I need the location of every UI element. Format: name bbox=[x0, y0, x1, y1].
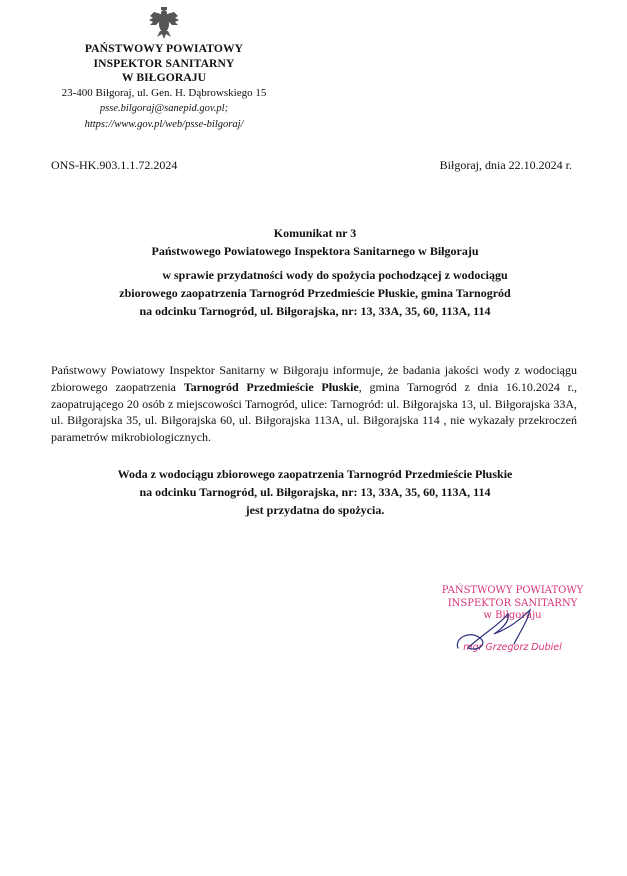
subject-line-3: na odcinku Tarnogród, ul. Biłgorajska, nr: 13, 33A, 35, 60, 113A, 114 bbox=[139, 304, 491, 318]
stamp-line-2: INSPEKTOR SANITARNY bbox=[447, 597, 578, 609]
body-bold-name: Tarnogród Przedmieście Płuskie bbox=[183, 379, 359, 394]
stamp-line-3: w Biłgoraju bbox=[483, 610, 542, 621]
email: psse.bilgoraj@sanepid.gov.pl; bbox=[99, 102, 229, 114]
org-line-1: PAŃSTWOWY POWIATOWY bbox=[84, 42, 244, 55]
body-text-2: , gmina Tarnogród z dnia 16.10.2024 r., zaopatrującego 20 osób z miejscowości Tarnogród, ulice: Tarnogród: ul. Biłgorajska 13, ul. Biłgorajska 33A, ul. Biłgorajska 35, ul. Biłgorajska 60, ul. Biłgorajska 113A, ul. Biłgorajska 114 , nie wykazały przekroczeń parametrów mikrobiologicznych. bbox=[51, 379, 577, 445]
stamp-signatory-name: mgr Grzegorz Dubiel bbox=[463, 641, 562, 653]
conclusion-line-1: Woda z wodociągu zbiorowego zaopatrzenia Tarnogród Przedmieście Płuskie bbox=[117, 467, 513, 481]
subject-line-1: w sprawie przydatności wody do spożycia pochodzącej z wodociągu bbox=[162, 268, 508, 282]
polish-eagle-emblem-icon bbox=[148, 6, 180, 40]
conclusion bbox=[60, 465, 570, 519]
website: https://www.gov.pl/web/psse-bilgoraj/ bbox=[84, 118, 244, 130]
document-title bbox=[60, 224, 570, 260]
body-text-1: Państwowy Powiatowy Inspektor Sanitarny w Biłgoraju informuje, że badania jakości wody z wodociągu zbiorowego zaopatrzenia bbox=[51, 363, 577, 394]
issuer-header bbox=[60, 42, 268, 133]
org-line-3: W BIŁGORAJU bbox=[121, 71, 207, 84]
handwritten-signature bbox=[450, 608, 560, 656]
place-date: Biłgoraj, dnia 22.10.2024 r. bbox=[439, 158, 572, 172]
conclusion-line-3: jest przydatna do spożycia. bbox=[245, 503, 385, 517]
org-line-2: INSPEKTOR SANITARNY bbox=[93, 56, 235, 70]
stamp-line-1: PAŃSTWOWY POWIATOWY bbox=[441, 585, 584, 596]
title-line-2: Państwowego Powiatowego Inspektora Sanitarnego w Biłgoraju bbox=[151, 244, 479, 258]
body-paragraph bbox=[51, 362, 577, 446]
conclusion-line-2: na odcinku Tarnogród, ul. Biłgorajska, nr: 13, 33A, 35, 60, 113A, 114 bbox=[139, 485, 491, 499]
reference-number: ONS-HK.903.1.1.72.2024 bbox=[51, 158, 178, 172]
document-subject bbox=[60, 266, 570, 320]
address: 23-400 Biłgoraj, ul. Gen. H. Dąbrowskiego 15 bbox=[61, 86, 267, 99]
title-line-1: Komunikat nr 3 bbox=[273, 226, 357, 240]
subject-line-2: zbiorowego zaopatrzenia Tarnogród Przedmieście Płuskie, gmina Tarnogród bbox=[119, 286, 511, 300]
